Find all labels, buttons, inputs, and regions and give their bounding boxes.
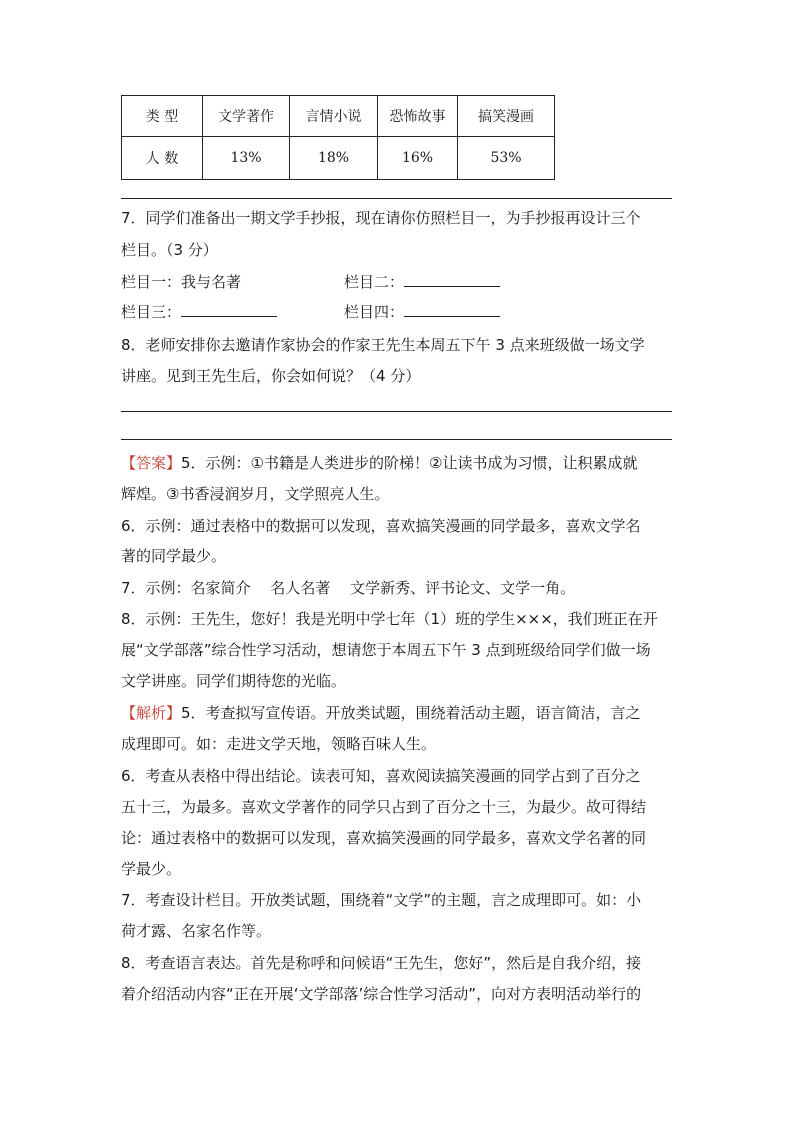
answer-blank[interactable] [404,272,500,287]
question-7-text: 栏目。（3 分） [121,241,218,259]
table-cell: 53% [458,137,555,180]
table-cell: 13% [203,137,290,180]
analysis-text: 荷才露、名家名作等。 [121,922,272,940]
question-7-text: 7．同学们准备出一期文学手抄报，现在请你仿照栏目一，为手抄报再设计三个 [121,209,641,227]
table-cell: 言情小说 [290,96,378,137]
answer-line[interactable] [121,439,672,440]
answer-blank[interactable] [181,302,277,317]
analysis-text: 8．考查语言表达。首先是称呼和问候语“王先生，您好”，然后是自我介绍，接 [121,954,642,972]
answer-tag: 【答案】 [121,454,182,472]
table-cell: 16% [378,137,458,180]
table-cell: 18% [290,137,378,180]
column-3-label: 栏目三： [121,303,182,321]
analysis-text: 成理即可。如：走进文学天地，领略百味人生。 [121,735,437,753]
answer-text: 辉煌。③书香浸润岁月，文学照亮人生。 [121,485,390,503]
analysis-text: 5．考查拟写宣传语。开放类试题，围绕着活动主题，语言简洁，言之 [181,704,641,722]
analysis-text: 五十三，为最多。喜欢文学著作的同学只占到了百分之十三，为最少。故可得结 [121,798,647,816]
answer-5-line [121,453,681,473]
answer-text: 6．示例：通过表格中的数据可以发现，喜欢搞笑漫画的同学最多，喜欢文学名 [121,517,641,535]
table-cell: 恐怖故事 [378,96,458,137]
column-2-field [344,272,500,292]
answer-line[interactable] [121,411,672,412]
table-cell: 文学著作 [203,96,290,137]
column-4-label: 栏目四： [344,303,405,321]
analysis-text: 6．考查从表格中得出结论。读表可知，喜欢阅读搞笑漫画的同学占到了百分之 [121,767,641,785]
answer-text: 7．示例：名家简介 名人名著 文学新秀、评书论文、文学一角。 [121,579,576,597]
table-data-row [122,137,555,180]
table-header-row [122,96,555,137]
divider-line [121,198,672,199]
answer-text: 展“文学部落”综合性学习活动，想请您于本周五下午 3 点到班级给同学们做一场 [121,641,651,659]
answer-blank[interactable] [404,302,500,317]
table-cell: 类 型 [122,96,203,137]
column-2-label: 栏目二： [344,273,405,291]
survey-table [121,95,555,180]
answer-text: 8．示例：王先生，您好！我是光明中学七年（1）班的学生×××，我们班正在开 [121,610,658,628]
table-cell: 人 数 [122,137,203,180]
column-4-field [344,302,500,322]
analysis-text: 学最少。 [121,860,182,878]
column-1-label: 栏目一：我与名著 [121,273,242,291]
answer-text: 著的同学最少。 [121,547,227,565]
analysis-text: 着介绍活动内容“正在开展‘文学部落’综合性学习活动”，向对方表明活动举行的 [121,985,642,1003]
analysis-text: 论：通过表格中的数据可以发现，喜欢搞笑漫画的同学最多，喜欢文学名著的同 [121,829,647,847]
analysis-5-line [121,703,681,723]
table-cell: 搞笑漫画 [458,96,555,137]
answer-text: 文学讲座。同学们期待您的光临。 [121,672,347,690]
question-8-text: 8．老师安排你去邀请作家协会的作家王先生本周五下午 3 点来班级做一场文学 [121,336,645,354]
answer-text: 5．示例：①书籍是人类进步的阶梯！②让读书成为习惯，让积累成就 [181,454,638,472]
question-8-text: 讲座。见到王先生后，你会如何说？（4 分） [121,367,421,385]
analysis-tag: 【解析】 [121,704,182,722]
analysis-text: 7．考查设计栏目。开放类试题，围绕着“文学”的主题，言之成理即可。如：小 [121,891,642,909]
